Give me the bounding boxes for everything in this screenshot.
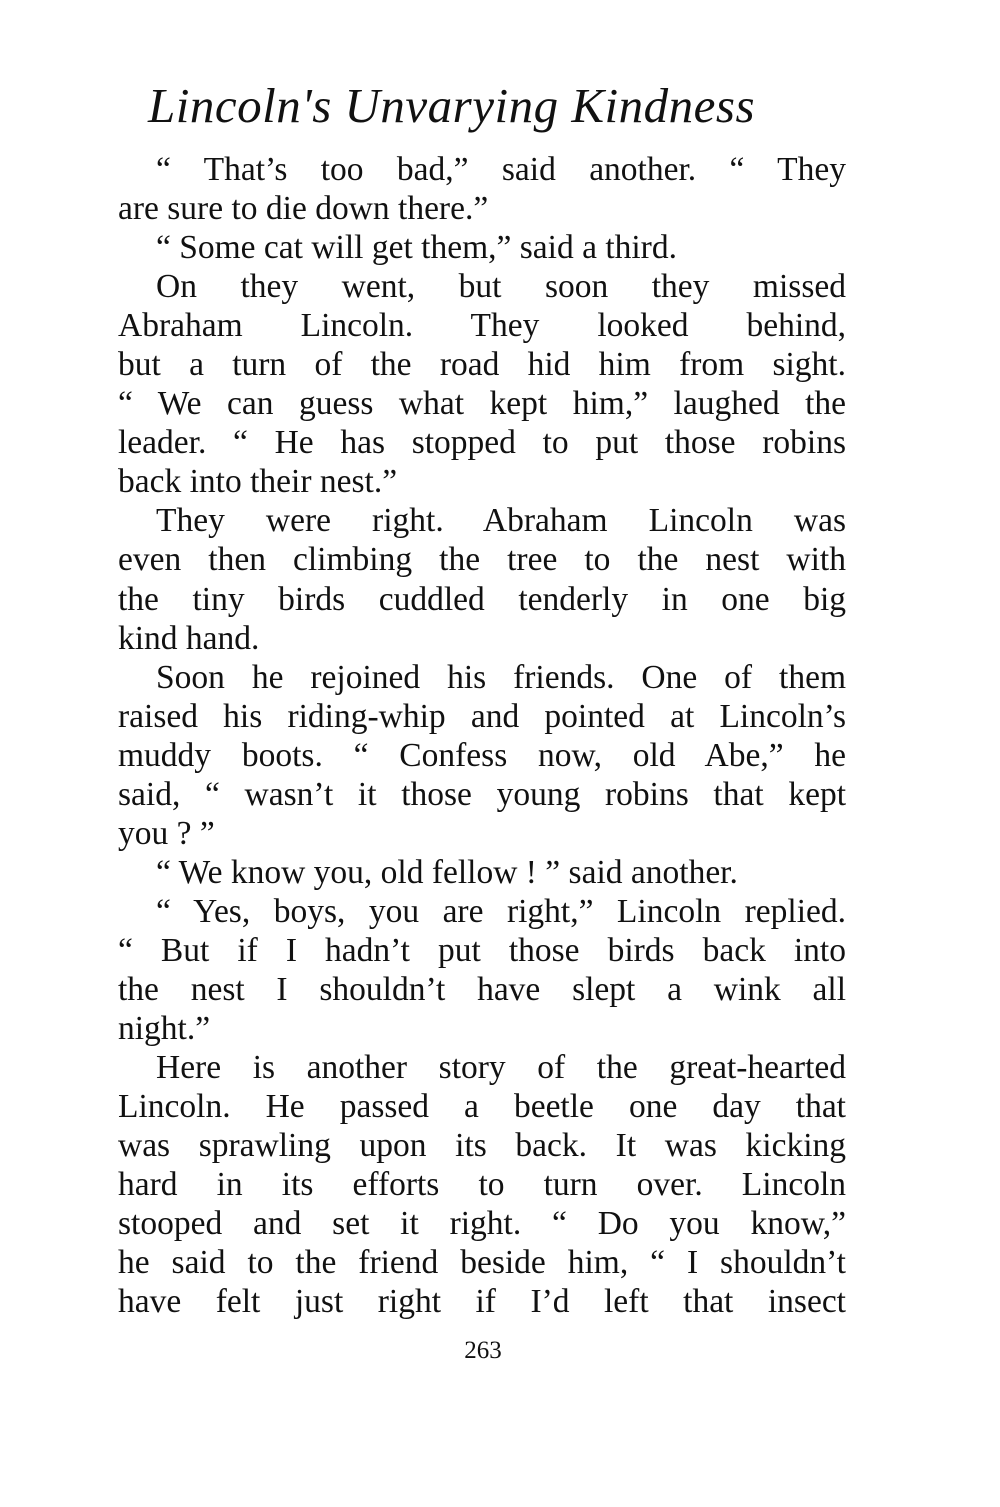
text-line: raised his riding-whip and pointed at Lincoln’s <box>118 697 846 735</box>
text-line: leader. “ He has stopped to put those robins <box>118 424 846 462</box>
text-line: They were right. Abraham Lincoln was <box>156 502 846 540</box>
text-line: “ But if I hadn’t put those birds back into <box>118 931 846 969</box>
text-line: the nest I shouldn’t have slept a wink all <box>118 970 846 1008</box>
text-line: he said to the friend beside him, “ I shouldn’t <box>118 1244 846 1282</box>
text-line: hard in its efforts to turn over. Lincoln <box>118 1166 846 1204</box>
text-line: On they went, but soon they missed <box>156 268 846 306</box>
text-line: stooped and set it right. “ Do you know,” <box>118 1205 846 1243</box>
text-line: but a turn of the road hid him from sight. <box>118 346 846 384</box>
text-line: Abraham Lincoln. They looked behind, <box>118 307 846 345</box>
text-line: was sprawling upon its back. It was kicking <box>118 1127 846 1165</box>
text-line: are sure to die down there.” <box>118 190 489 228</box>
text-line: muddy boots. “ Confess now, old Abe,” he <box>118 736 846 774</box>
text-line: the tiny birds cuddled tenderly in one big <box>118 580 846 618</box>
page-number: 263 <box>464 1337 502 1364</box>
text-line: you ? ” <box>118 814 215 852</box>
text-line: back into their nest.” <box>118 463 398 501</box>
text-line: night.” <box>118 1010 211 1048</box>
text-line: even then climbing the tree to the nest with <box>118 541 846 579</box>
text-line: Soon he rejoined his friends. One of them <box>156 658 846 696</box>
text-line: “ We know you, old fellow ! ” said another. <box>156 853 738 891</box>
text-line: said, “ wasn’t it those young robins that kept <box>118 775 846 813</box>
text-line: “ Yes, boys, you are right,” Lincoln replied. <box>156 892 846 930</box>
text-line: “ Some cat will get them,” said a third. <box>156 229 677 267</box>
text-line: kind hand. <box>118 619 260 657</box>
text-line: Lincoln. He passed a beetle one day that <box>118 1088 846 1126</box>
text-line: “ We can guess what kept him,” laughed the <box>118 385 846 423</box>
text-line: have felt just right if I’d left that insect <box>118 1283 846 1321</box>
text-line: Here is another story of the great-hearted <box>156 1049 846 1087</box>
text-line: “ That’s too bad,” said another. “ They <box>156 151 846 188</box>
body-text <box>118 150 846 1321</box>
running-head: Lincoln's Unvarying Kindness <box>148 78 756 133</box>
